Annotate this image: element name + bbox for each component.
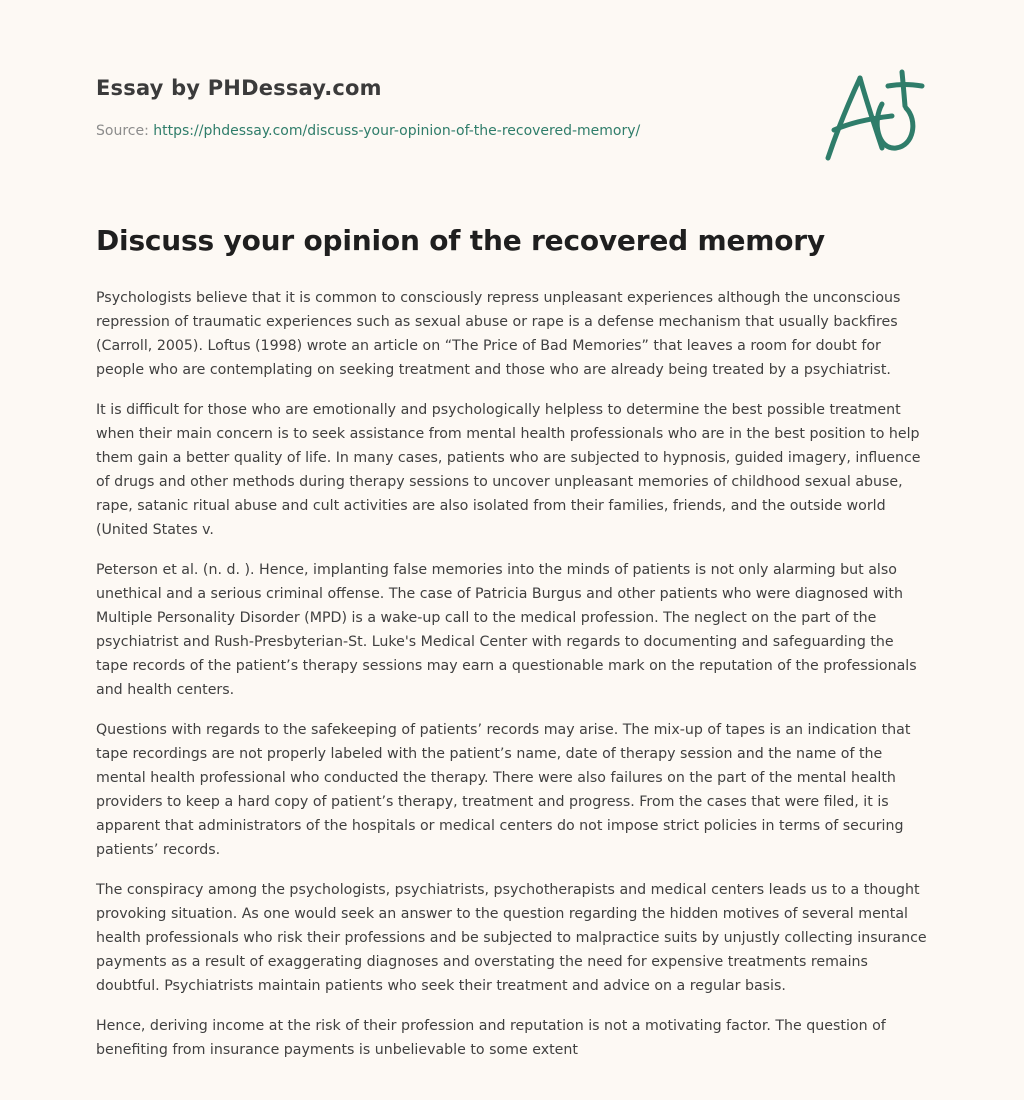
a-plus-grade-icon: [822, 64, 926, 164]
source-label: Source:: [96, 123, 154, 139]
source-line: [96, 123, 640, 139]
essay-paragraph: The conspiracy among the psychologists, psychiatrists, psychotherapists and medical centers leads us to a thought provoking situation. As one would seek an answer to the question regarding the hidden motives of several mental health professionals who risk their professions and be subjected to malpractice suits by unjustly collecting insurance payments as a result of exaggerating diagnoses and overstating the need for expensive treatments remains doubtful. Psychiatrists maintain patients who seek their treatment and advice on a regular basis.: [96, 882, 927, 994]
essay-paragraph: Peterson et al. (n. d. ). Hence, implanting false memories into the minds of patients is not only alarming but also unethical and a serious criminal offense. The case of Patricia Burgus and other patients who were diagnosed with Multiple Personality Disorder (MPD) is a wake-up call to the medical profession. The neglect on the part of the psychiatrist and Rush-Presbyterian-St. Luke's Medical Center with regards to documenting and safeguarding the tape records of the patient’s therapy sessions may earn a questionable mark on the reputation of the professionals and health centers.: [96, 562, 917, 698]
essay-paragraph: It is difficult for those who are emotionally and psychologically helpless to determine the best possible treatment when their main concern is to seek assistance from mental health professionals who are in the best position to help them gain a better quality of life. In many cases, patients who are subjected to hypnosis, guided imagery, influence of drugs and other methods during therapy sessions to uncover unpleasant memories of childhood sexual abuse, rape, satanic ritual abuse and cult activities are also isolated from their families, friends, and the outside world (United States v.: [96, 402, 921, 538]
source-link[interactable]: https://phdessay.com/discuss-your-opinion-of-the-recovered-memory/: [153, 123, 641, 139]
essay-paragraph: Psychologists believe that it is common to consciously repress unpleasant experiences although the unconscious repression of traumatic experiences such as sexual abuse or rape is a defense mechanism that usually backfires (Carroll, 2005). Loftus (1998) wrote an article on “The Price of Bad Memories” that leaves a room for doubt for people who are contemplating on seeking treatment and those who are already being treated by a psychiatrist.: [96, 290, 901, 378]
essay-paragraph: Questions with regards to the safekeeping of patients’ records may arise. The mix-up of tapes is an indication that tape recordings are not properly labeled with the patient’s name, date of therapy session and the name of the mental health professional who conducted the therapy. There were also failures on the part of the mental health providers to keep a hard copy of patient’s therapy, treatment and progress. From the cases that were filed, it is apparent that administrators of the hospitals or medical centers do not impose strict policies in terms of securing patients’ records.: [96, 722, 911, 858]
essay-paragraph: Hence, deriving income at the risk of their profession and reputation is not a motivating factor. The question of benefiting from insurance payments is unbelievable to some extent: [96, 1018, 886, 1058]
site-brand: Essay by PHDessay.com: [96, 76, 382, 100]
essay-body: [96, 286, 928, 1078]
essay-title: Discuss your opinion of the recovered memory: [96, 224, 825, 257]
